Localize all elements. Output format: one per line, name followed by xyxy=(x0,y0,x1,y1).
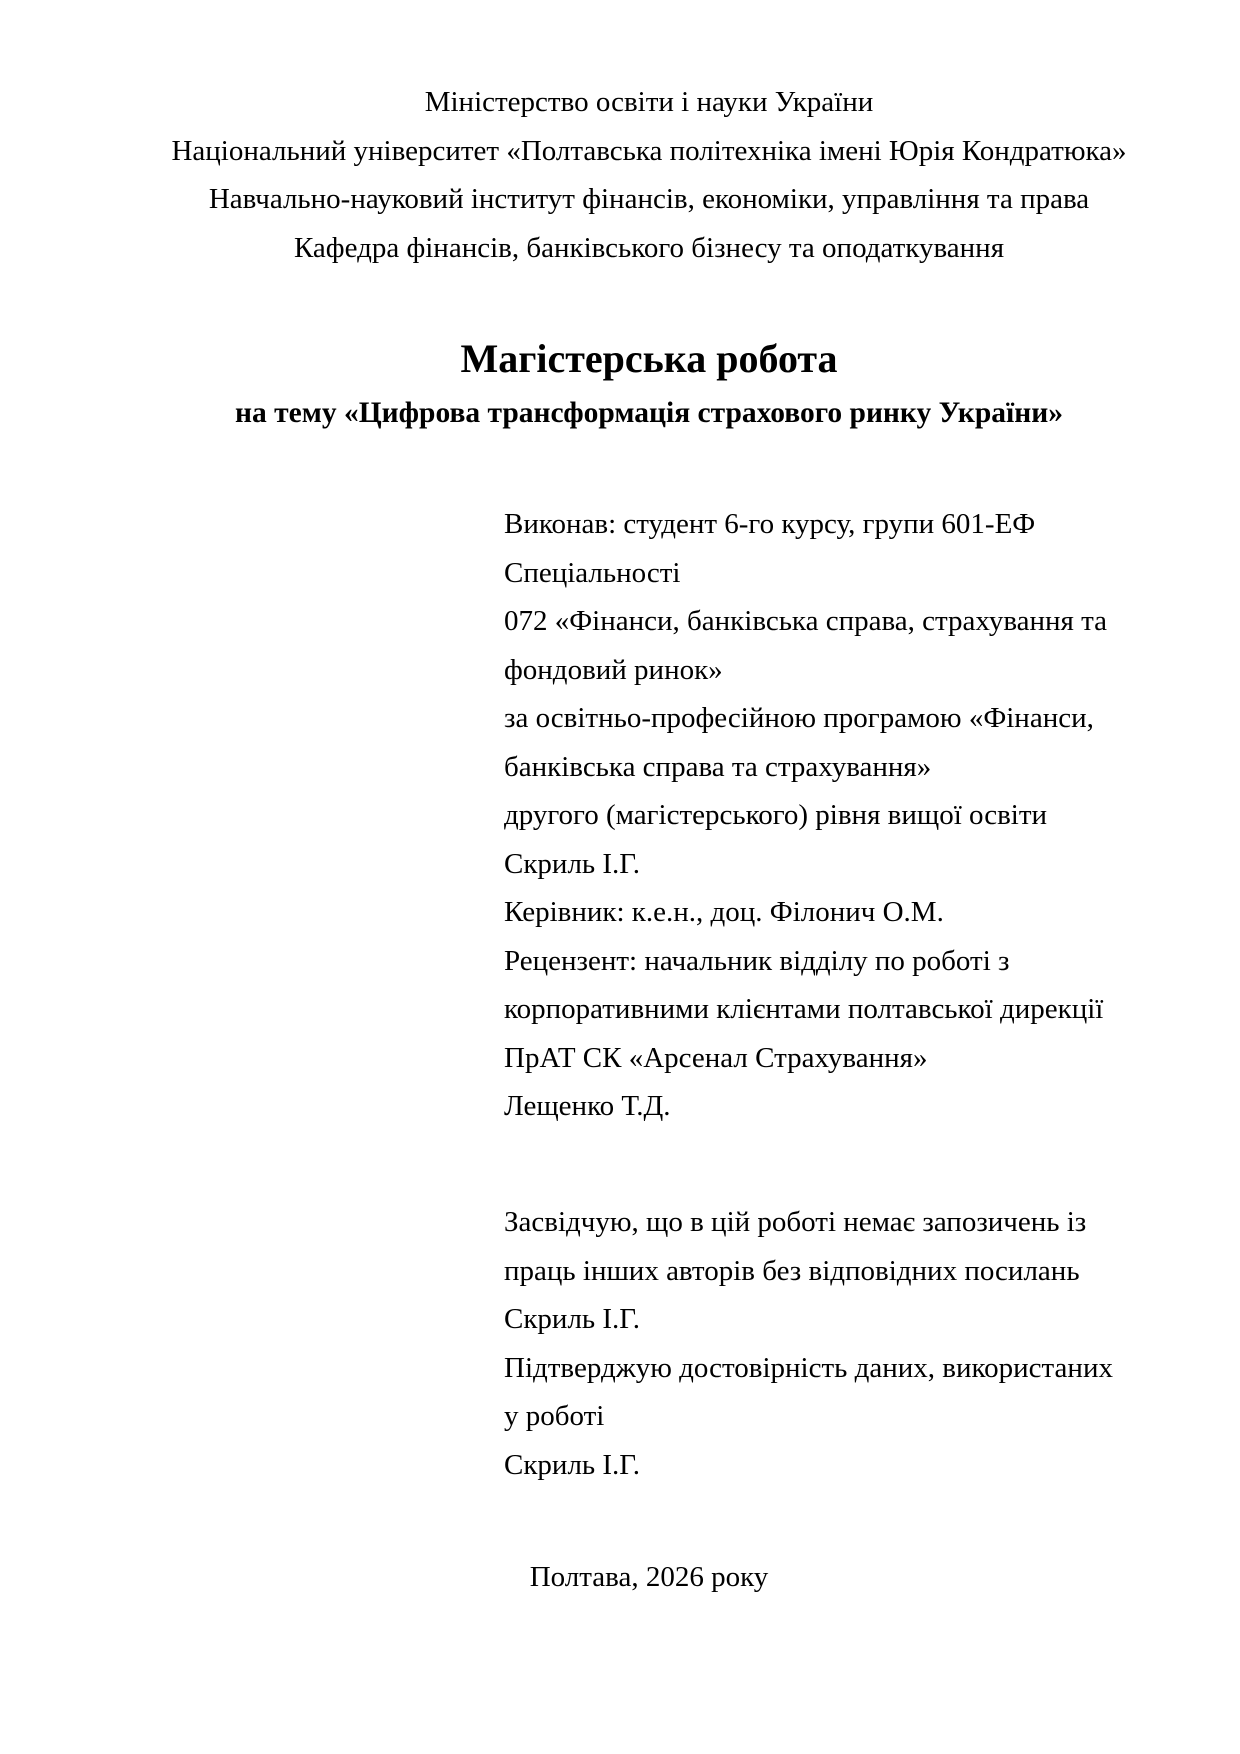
thesis-topic: на тему «Цифрова трансформація страхового ринку України» xyxy=(235,397,1063,429)
thesis-title: Магістерська робота xyxy=(460,336,838,381)
university-line: Національний університет «Полтавська політехніка імені Юрія Кондратюка» xyxy=(171,134,1127,167)
declaration-block xyxy=(504,1198,1113,1489)
supervisor-line: Керівник: к.е.н., доц. Філонич О.М. xyxy=(504,896,944,928)
data-confirmation-line-2: у роботі xyxy=(504,1400,605,1432)
declaration-signature: Скриль І.Г. xyxy=(504,1303,641,1335)
program-line: за освітньо-професійною програмою «Фінанси, xyxy=(504,702,1094,734)
author-line: Виконав: студент 6-го курсу, групи 601-ЕФ xyxy=(504,508,1036,540)
ministry-line: Міністерство освіти і науки України xyxy=(424,86,874,118)
declaration-line: Засвідчую, що в цій роботі немає запозичень із xyxy=(504,1206,1087,1238)
institute-line: Навчально-науковий інститут фінансів, економіки, управління та права xyxy=(208,183,1090,215)
student-name-line: Скриль І.Г. xyxy=(504,847,641,880)
specialty-code-line-2: фондовий ринок» xyxy=(504,653,723,686)
place-year-line: Полтава, 2026 року xyxy=(529,1561,769,1593)
author-details-block xyxy=(504,500,1107,1131)
reviewer-line: Рецензент: начальник відділу по роботі з xyxy=(504,944,1010,977)
specialty-code-line: 072 «Фінанси, банківська справа, страхування та xyxy=(504,605,1108,637)
specialty-label-line: Спеціальності xyxy=(504,556,681,589)
data-confirmation-signature: Скриль І.Г. xyxy=(504,1448,641,1481)
reviewer-line-2: корпоративними клієнтами полтавської дирекції xyxy=(504,993,1104,1025)
reviewer-company-line: ПрАТ СК «Арсенал Страхування» xyxy=(504,1041,928,1074)
university-header xyxy=(58,78,1240,272)
department-line: Кафедра фінансів, банківського бізнесу та оподаткування xyxy=(293,231,1005,264)
declaration-line-2: праць інших авторів без відповідних посилань xyxy=(504,1254,1080,1287)
degree-level-line: другого (магістерського) рівня вищої освіти xyxy=(504,799,1048,831)
data-confirmation-line: Підтверджую достовірність даних, використаних xyxy=(504,1351,1113,1384)
program-line-2: банківська справа та страхування» xyxy=(504,750,932,783)
reviewer-name-line: Лещенко Т.Д. xyxy=(504,1090,671,1122)
